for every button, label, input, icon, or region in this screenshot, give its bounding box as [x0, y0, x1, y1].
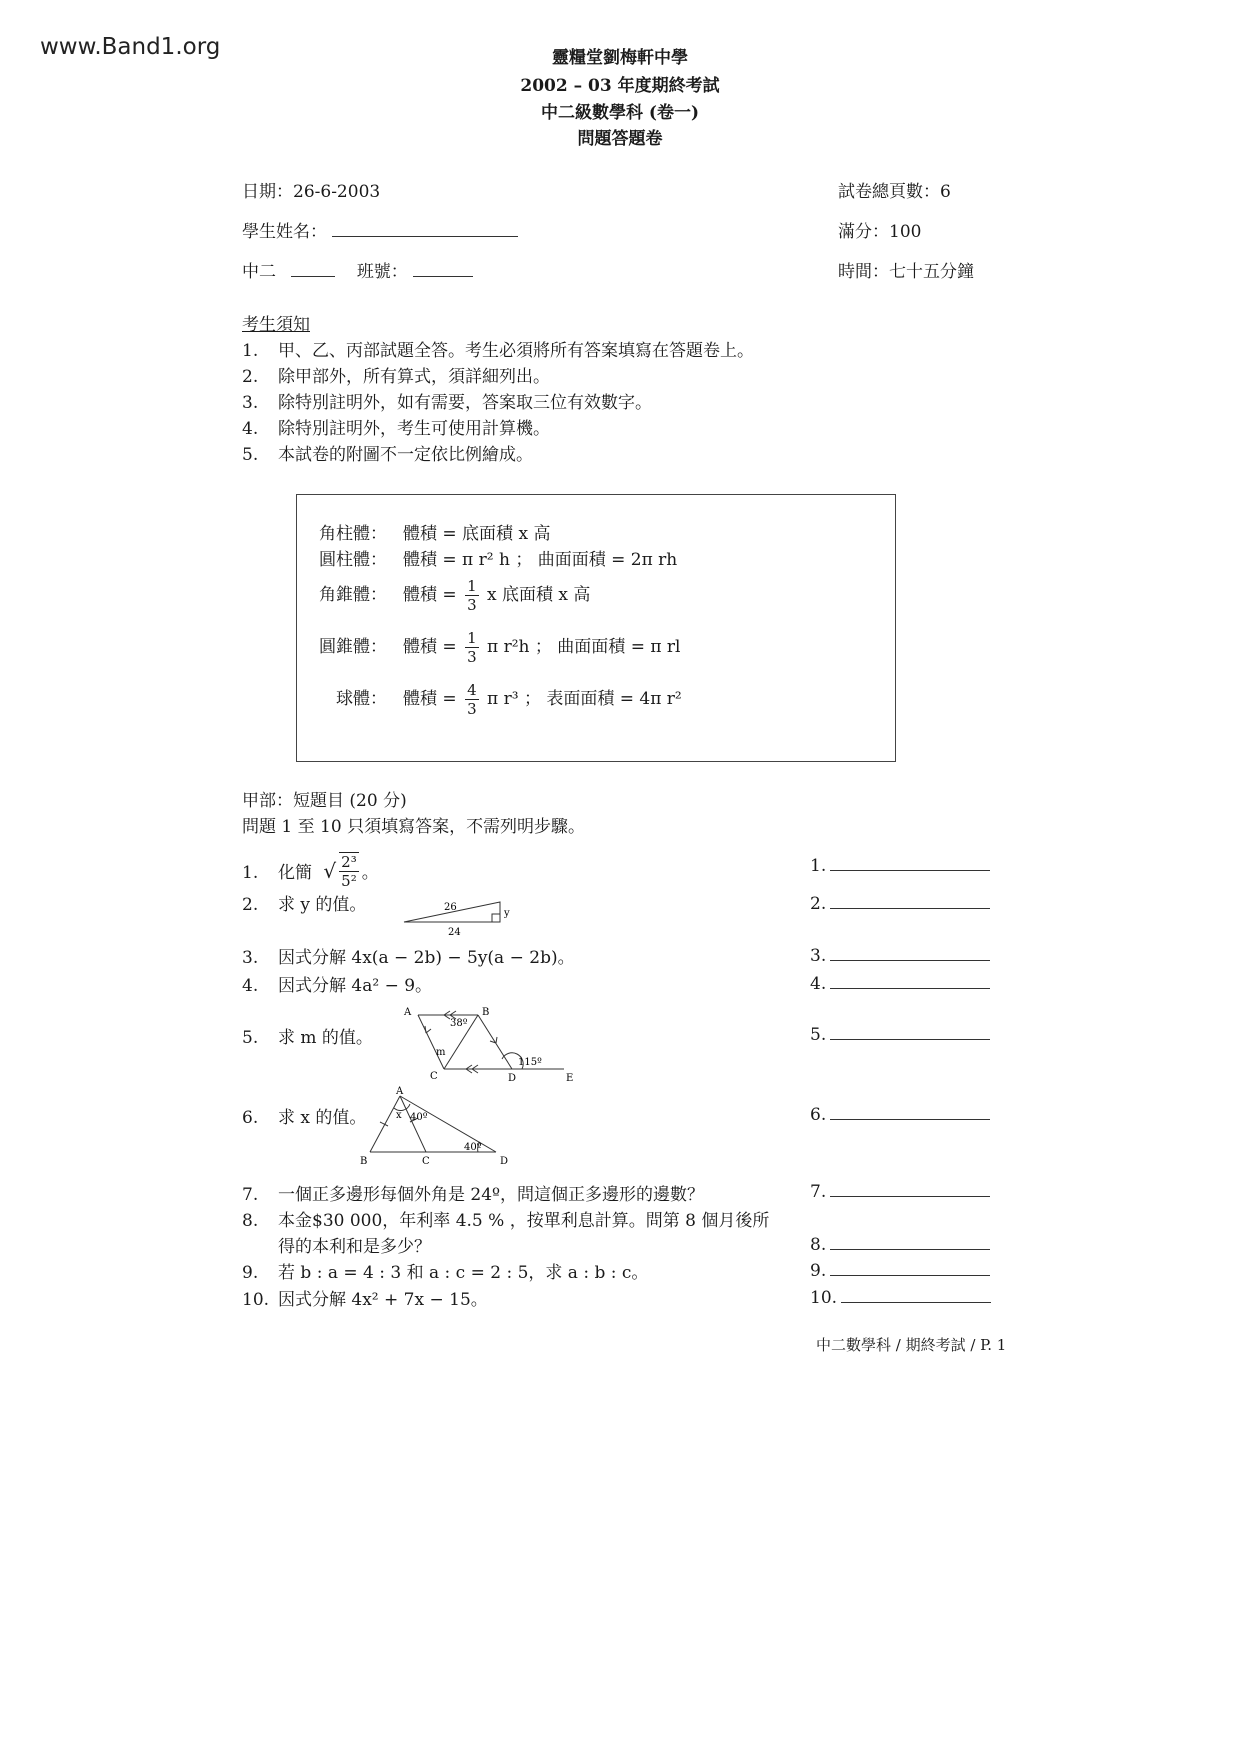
instruction-item: 5. 本試卷的附圖不一定依比例繪成。	[242, 445, 533, 465]
student-name-label: 學生姓名：	[242, 222, 327, 242]
svg-text:C: C	[422, 1156, 430, 1167]
formula-pyramid: 角錐體： 體積 = $\frac{1}{3}$ x 底面積 x 高	[319, 577, 591, 614]
svg-text:C: C	[430, 1071, 438, 1082]
svg-text:E: E	[566, 1073, 574, 1084]
q6-triangle-diagram	[360, 1084, 520, 1168]
q5-angle-38: 38º	[450, 1018, 468, 1029]
answer-blank-10[interactable]: 10.	[810, 1288, 991, 1308]
q6-angle-40-base: 40º	[464, 1142, 482, 1153]
subject-title: 中二級數學科 (卷一)	[540, 103, 699, 123]
answer-blank-7[interactable]: 7.	[810, 1182, 990, 1202]
school-name: 靈糧堂劉梅軒中學	[552, 48, 688, 68]
q5-angle-m: m	[436, 1047, 446, 1058]
svg-text:A: A	[404, 1007, 412, 1018]
student-name-row	[242, 217, 518, 242]
section-a-title: 甲部：短題目 (20 分)	[242, 791, 407, 811]
formula-box	[296, 494, 896, 762]
question-4: 4. 因式分解 4a² − 9。	[242, 976, 433, 996]
answer-blank-1[interactable]: 1.	[810, 856, 990, 876]
class-no-label: 班號：	[356, 262, 408, 282]
student-name-field[interactable]	[332, 220, 518, 237]
page-footer: 中二數學科 / 期終考試 / P. 1	[816, 1336, 1007, 1354]
site-watermark: www.Band1.org	[40, 34, 221, 60]
question-8-cont: 得的本利和是多少？	[278, 1237, 431, 1257]
instruction-item: 2. 除甲部外，所有算式，須詳細列出。	[242, 367, 550, 387]
class-field[interactable]	[291, 260, 335, 277]
date-label: 日期：26-6-2003	[242, 182, 381, 202]
formula-sphere: 球體： 體積 = $\frac{4}{3}$ π r³ ； 表面面積 = 4π r²	[336, 681, 682, 718]
formula-prism: 角柱體： 體積 = 底面積 x 高	[319, 524, 551, 544]
question-9: 9. 若 b : a = 4 : 3 和 a : c = 2 : 5，求 a : b : c。	[242, 1263, 649, 1283]
question-5: 5. 求 m 的值。	[242, 1028, 373, 1048]
answer-blank-3[interactable]: 3.	[810, 946, 990, 966]
formula-cone: 圓錐體： 體積 = $\frac{1}{3}$ π r²h ； 曲面面積 = π rl	[319, 629, 681, 666]
svg-text:B: B	[482, 1007, 490, 1018]
instruction-item: 1. 甲、乙、丙部試題全答。考生必須將所有答案填寫在答題卷上。	[242, 341, 754, 361]
svg-text:D: D	[500, 1156, 509, 1167]
answer-blank-5[interactable]: 5.	[810, 1025, 990, 1045]
class-no-field[interactable]	[413, 260, 473, 277]
class-row	[242, 257, 473, 282]
q2-side-label: y	[504, 908, 510, 919]
q6-angle-x: x	[396, 1110, 402, 1121]
question-10: 10. 因式分解 4x² + 7x − 15。	[242, 1290, 488, 1310]
q5-angle-115: 115º	[518, 1057, 542, 1068]
svg-text:A: A	[396, 1086, 404, 1097]
section-a-note: 問題 1 至 10 只須填寫答案，不需列明步驟。	[242, 817, 586, 837]
class-label: 中二	[242, 262, 276, 282]
svg-text:D: D	[508, 1073, 517, 1084]
q1-radical: √ $\frac{\text{2³}}{\text{5²}}$	[323, 853, 357, 890]
q2-hyp-label: 26	[444, 902, 457, 913]
exam-title: 2002 – 03 年度期終考試	[520, 76, 720, 96]
q6-angle-40-top: 40º	[410, 1112, 428, 1123]
instruction-item: 4. 除特別註明外，考生可使用計算機。	[242, 419, 550, 439]
answer-blank-9[interactable]: 9.	[810, 1261, 990, 1281]
question-1: 1. 化簡 √ $\frac{\text{2³}}{\text{5²}}$ 。	[242, 853, 379, 890]
question-2: 2. 求 y 的值。	[242, 895, 367, 915]
question-7: 7. 一個正多邊形每個外角是 24º，問這個正多邊形的邊數？	[242, 1185, 705, 1205]
time-label: 時間：七十五分鐘	[838, 262, 974, 282]
instruction-item: 3. 除特別註明外，如有需要，答案取三位有效數字。	[242, 393, 652, 413]
question-3: 3. 因式分解 4x(a − 2b) − 5y(a − 2b)。	[242, 948, 575, 968]
answer-blank-8[interactable]: 8.	[810, 1235, 990, 1255]
q2-base-label: 24	[448, 927, 461, 938]
question-6: 6. 求 x 的值。	[242, 1108, 367, 1128]
answer-blank-6[interactable]: 6.	[810, 1105, 990, 1125]
answer-blank-2[interactable]: 2.	[810, 894, 990, 914]
q5-parallelogram-diagram	[400, 1003, 580, 1085]
formula-cylinder: 圓柱體： 體積 = π r² h ； 曲面面積 = 2π rh	[319, 550, 678, 570]
answer-blank-4[interactable]: 4.	[810, 974, 990, 994]
svg-text:B: B	[360, 1156, 368, 1167]
full-marks-label: 滿分：100	[838, 222, 922, 242]
instructions-title: 考生須知	[242, 315, 310, 335]
paper-title: 問題答題卷	[577, 129, 663, 149]
question-8: 8. 本金$30 000，年利率 4.5 % ，按單利息計算。問第 8 個月後所	[242, 1211, 770, 1231]
total-pages-label: 試卷總頁數：6	[838, 182, 951, 202]
q2-triangle-diagram	[400, 898, 530, 938]
